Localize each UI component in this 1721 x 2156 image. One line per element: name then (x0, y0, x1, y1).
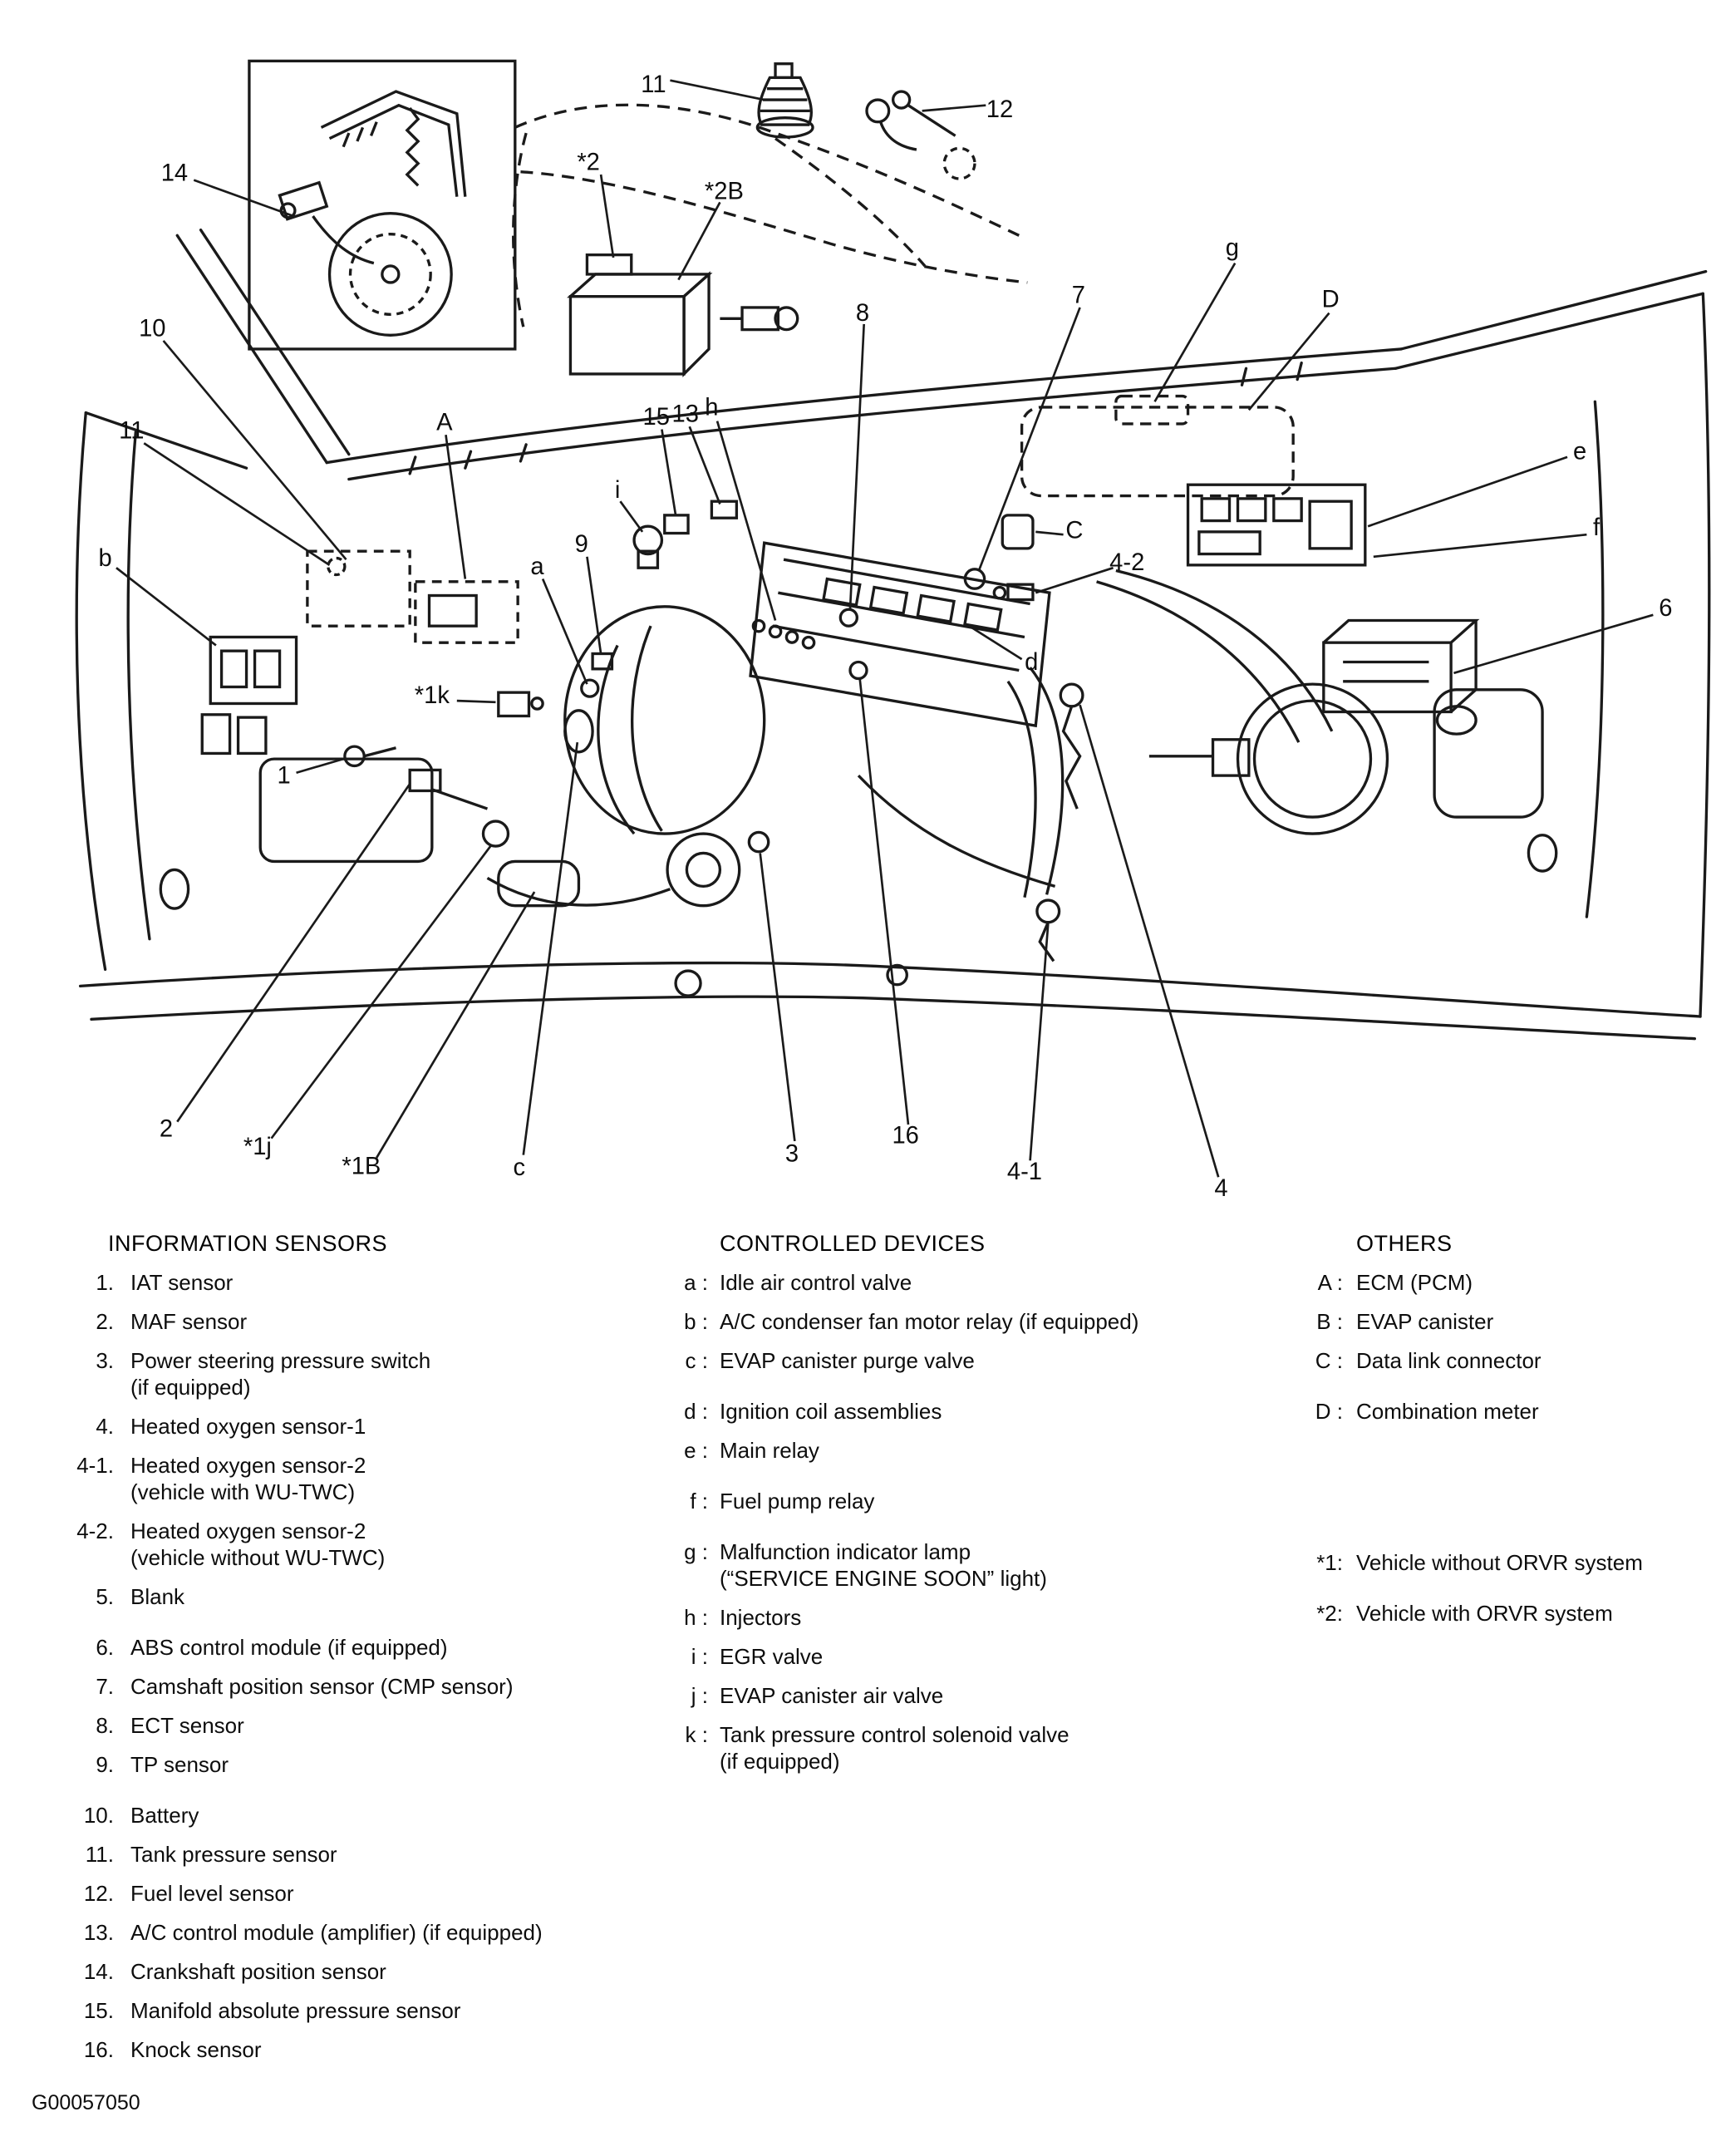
legend-item (46, 1802, 644, 1829)
legend-item (46, 1518, 644, 1571)
legend-item (46, 1997, 644, 2024)
callout-f: f (1592, 514, 1601, 542)
figure-id: G00057050 (32, 2091, 140, 2114)
callout-14: 14 (160, 160, 189, 187)
item-number: 4-1. (76, 1453, 114, 1478)
item-number: f : (690, 1489, 708, 1514)
legend-item (46, 1452, 644, 1505)
cowl-sensor-part (720, 308, 797, 330)
item-number: 11. (85, 1842, 114, 1867)
item-text: Idle air control valve (720, 1270, 912, 1295)
callout-star1k: *1k (414, 682, 450, 709)
item-number: j : (691, 1683, 708, 1708)
callout-12: 12 (986, 96, 1014, 124)
callout-star1B: *1B (342, 1153, 381, 1180)
legend-item (46, 1634, 644, 1661)
legend-item (665, 1538, 1263, 1592)
legend-item (46, 1751, 644, 1778)
item-number: c : (685, 1348, 708, 1373)
crankshaft-sensor-inset (249, 61, 515, 349)
item-text: Combination meter (1356, 1399, 1539, 1424)
item-text: Heated oxygen sensor-2 (vehicle with WU-TWC) (130, 1453, 366, 1504)
legend-others (1296, 1230, 1695, 1639)
item-number: *1: (1316, 1550, 1343, 1575)
legend-item (46, 1673, 644, 1700)
item-number: 5. (96, 1584, 114, 1609)
item-number: D : (1315, 1399, 1343, 1424)
item-text: Crankshaft position sensor (130, 1959, 386, 1984)
tank-pressure-sensor-part (757, 64, 813, 137)
callout-4: 4 (1214, 1174, 1228, 1202)
item-text: Power steering pressure switch (if equipped) (130, 1348, 431, 1400)
legend-item (46, 1347, 644, 1400)
brake-booster (1097, 571, 1388, 834)
item-number: 6. (96, 1635, 114, 1660)
item-text: Vehicle without ORVR system (1356, 1550, 1643, 1575)
legend-section-title: OTHERS (1356, 1231, 1453, 1256)
item-text: EVAP canister purge valve (720, 1348, 975, 1373)
legend-item (665, 1269, 1263, 1296)
callout-10: 10 (139, 315, 166, 342)
legend-item (1296, 1308, 1695, 1335)
item-text: IAT sensor (130, 1270, 234, 1295)
item-text: Tank pressure sensor (130, 1842, 337, 1867)
callout-i: i (614, 477, 621, 505)
item-text: Vehicle with ORVR system (1356, 1601, 1613, 1626)
item-text: Malfunction indicator lamp (“SERVICE ENGINE SOON” light) (720, 1539, 1047, 1591)
item-number: 9. (96, 1752, 114, 1777)
legend-item (665, 1643, 1263, 1670)
legend-item (1296, 1549, 1695, 1576)
item-text: ECT sensor (130, 1713, 244, 1738)
item-text: Heated oxygen sensor-1 (130, 1414, 366, 1439)
item-text: Data link connector (1356, 1348, 1542, 1373)
legend-item (665, 1721, 1263, 1775)
item-text: MAF sensor (130, 1309, 248, 1334)
legend-item (46, 1308, 644, 1335)
item-text: ABS control module (if equipped) (130, 1635, 448, 1660)
item-text: A/C condenser fan motor relay (if equipped) (720, 1309, 1139, 1334)
callout-4-1: 4-1 (1006, 1158, 1042, 1185)
item-number: 15. (83, 1998, 114, 2023)
legend-item (665, 1347, 1263, 1374)
callout-8: 8 (855, 299, 870, 327)
item-text: EGR valve (720, 1644, 824, 1669)
legend-item (46, 1919, 644, 1946)
legend-item (46, 1583, 644, 1610)
callout-6: 6 (1659, 594, 1673, 622)
callout-11-left: 11 (119, 417, 145, 445)
legend-item (665, 1488, 1263, 1514)
fuel-level-sensor-part (867, 91, 975, 179)
item-number: 2. (96, 1309, 114, 1334)
legend-item (46, 1712, 644, 1739)
callout-3: 3 (784, 1140, 799, 1168)
item-number: 12. (83, 1881, 114, 1906)
item-number: 13. (83, 1920, 114, 1945)
item-text: Main relay (720, 1438, 819, 1463)
legend-section-title: CONTROLLED DEVICES (720, 1231, 986, 1256)
item-text: Battery (130, 1803, 199, 1828)
callout-star2: *2 (577, 149, 600, 176)
item-text: Camshaft position sensor (CMP sensor) (130, 1674, 514, 1699)
item-number: 16. (83, 2037, 114, 2062)
callout-a: a (530, 553, 544, 580)
combination-meter-area (1022, 396, 1294, 496)
item-text: Heated oxygen sensor-2 (vehicle without WU-TWC) (130, 1519, 386, 1570)
abs-control-module (1324, 620, 1476, 711)
callout-star1j: *1j (243, 1133, 272, 1160)
callout-A: A (436, 409, 453, 436)
legend-item (1296, 1398, 1695, 1425)
legend-item (665, 1398, 1263, 1425)
item-text: TP sensor (130, 1752, 229, 1777)
orvr-hose-routing (514, 105, 1028, 327)
legend-item (665, 1604, 1263, 1631)
callout-c: c (513, 1154, 526, 1181)
item-text: Knock sensor (130, 2037, 262, 2062)
callout-star2B: *2B (704, 178, 744, 205)
engine-block (487, 543, 1062, 906)
item-number: 4-2. (76, 1519, 114, 1543)
legend-item (665, 1308, 1263, 1335)
item-number: B : (1316, 1309, 1343, 1334)
legend-item (46, 1841, 644, 1868)
callout-g: g (1225, 234, 1239, 262)
item-number: 7. (96, 1674, 114, 1699)
callout-13: 13 (671, 401, 699, 428)
legend-item (46, 2036, 644, 2063)
item-number: h : (684, 1605, 708, 1630)
callout-15: 15 (642, 403, 670, 431)
legend-item (46, 1880, 644, 1907)
item-number: 14. (83, 1959, 114, 1984)
item-number: *2: (1316, 1601, 1343, 1626)
callout-11-top: 11 (641, 71, 666, 99)
legend-item (46, 1958, 644, 1985)
item-number: g : (684, 1539, 708, 1564)
legend-item (1296, 1269, 1695, 1296)
item-text: Fuel pump relay (720, 1489, 875, 1514)
evap-canister-orvr (570, 255, 709, 374)
callout-7: 7 (1071, 282, 1086, 309)
item-text: Manifold absolute pressure sensor (130, 1998, 461, 2023)
legend-section-title: INFORMATION SENSORS (108, 1231, 388, 1256)
legend-item (665, 1682, 1263, 1709)
item-number: b : (684, 1309, 708, 1334)
item-text: Ignition coil assemblies (720, 1399, 942, 1424)
item-text: Blank (130, 1584, 185, 1609)
callout-D: D (1321, 286, 1340, 313)
legend-information-sensors (46, 1230, 644, 2075)
legend-item (46, 1269, 644, 1296)
item-text: EVAP canister (1356, 1309, 1494, 1334)
item-number: i : (691, 1644, 708, 1669)
legend-item (665, 1437, 1263, 1464)
callout-d: d (1025, 648, 1039, 676)
callout-9: 9 (574, 531, 588, 559)
item-number: C : (1315, 1348, 1343, 1373)
item-text: Fuel level sensor (130, 1881, 294, 1906)
leader-lines (116, 81, 1653, 1178)
item-number: 10. (83, 1803, 114, 1828)
item-number: 1. (96, 1270, 114, 1295)
callout-16: 16 (892, 1122, 919, 1149)
legend-controlled-devices (665, 1230, 1263, 1787)
item-number: d : (684, 1399, 708, 1424)
item-text: EVAP canister air valve (720, 1683, 944, 1708)
item-text: Injectors (720, 1605, 802, 1630)
callout-b: b (98, 544, 112, 572)
item-number: 3. (96, 1348, 114, 1373)
item-number: k : (685, 1722, 708, 1747)
item-text: A/C control module (amplifier) (if equipped) (130, 1920, 543, 1945)
legend-item (46, 1413, 644, 1440)
item-number: A : (1317, 1270, 1343, 1295)
callout-1: 1 (277, 762, 291, 790)
item-text: Tank pressure control solenoid valve (if equipped) (720, 1722, 1069, 1774)
callout-2: 2 (159, 1115, 174, 1143)
item-number: 4. (96, 1414, 114, 1439)
callout-h: h (705, 394, 719, 421)
item-text: ECM (PCM) (1356, 1270, 1473, 1295)
callout-C: C (1065, 517, 1084, 544)
legend-item (1296, 1600, 1695, 1627)
callout-4-2: 4-2 (1109, 549, 1145, 576)
item-number: 8. (96, 1713, 114, 1738)
legend-item (1296, 1347, 1695, 1374)
callout-e: e (1572, 438, 1587, 465)
engine-bay-outline (76, 230, 1709, 1039)
item-number: e : (684, 1438, 708, 1463)
item-number: a : (684, 1270, 708, 1295)
